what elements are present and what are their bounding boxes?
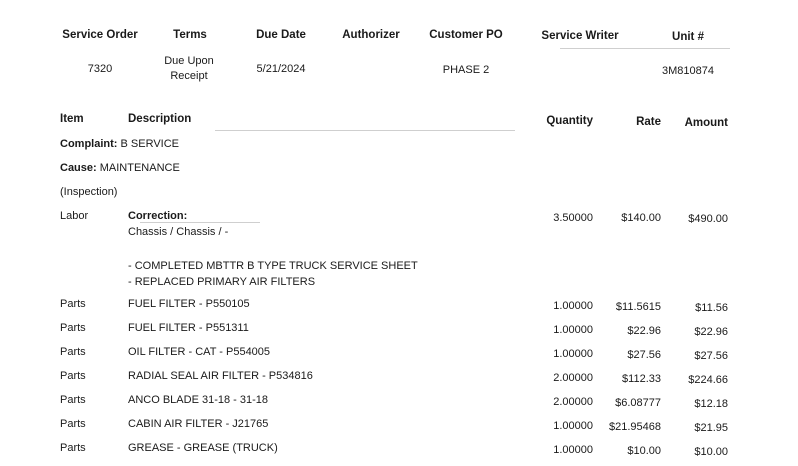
part-description: FUEL FILTER - P550105 [128, 298, 250, 310]
part-amount: $12.18 [694, 398, 728, 410]
part-item: Parts [60, 442, 86, 454]
part-description: RADIAL SEAL AIR FILTER - P534816 [128, 370, 313, 382]
part-quantity: 1.00000 [553, 300, 593, 312]
part-quantity: 1.00000 [553, 444, 593, 456]
column-header-quantity: Quantity [546, 115, 593, 127]
part-item: Parts [60, 346, 86, 358]
scan-artifact [560, 48, 730, 49]
part-amount: $22.96 [694, 326, 728, 338]
column-header-rate: Rate [636, 116, 661, 128]
part-item: Parts [60, 418, 86, 430]
cause-label: Cause: [60, 162, 97, 174]
inspection-label: (Inspection) [60, 186, 118, 198]
cause-value: MAINTENANCE [99, 162, 180, 174]
column-header-description: Description [128, 113, 192, 125]
labor-amount: $490.00 [688, 213, 728, 225]
part-rate: $6.08777 [615, 397, 661, 409]
labor-note: - REPLACED PRIMARY AIR FILTERS [128, 276, 316, 288]
column-header-service-order: Service Order [62, 29, 138, 41]
due-date-value: 5/21/2024 [256, 63, 306, 75]
part-amount: $224.66 [688, 374, 728, 386]
part-rate: $112.33 [622, 373, 661, 385]
column-header-due-date: Due Date [256, 29, 306, 41]
part-quantity: 2.00000 [553, 372, 593, 384]
part-quantity: 1.00000 [553, 348, 593, 360]
column-header-amount: Amount [684, 117, 728, 129]
column-header-service-writer: Service Writer [541, 30, 619, 42]
labor-note: - COMPLETED MBTTR B TYPE TRUCK SERVICE SHEET [128, 260, 418, 272]
cause-line [60, 162, 180, 175]
customer-po-value: PHASE 2 [442, 64, 490, 76]
part-quantity: 1.00000 [553, 324, 593, 336]
complaint-value: B SERVICE [120, 138, 180, 150]
terms-value-line2: Receipt [170, 70, 208, 82]
column-header-unit: Unit # [672, 31, 704, 43]
correction-label: Correction: [128, 210, 188, 222]
labor-rate: $140.00 [621, 212, 661, 224]
labor-quantity: 3.50000 [553, 212, 593, 224]
part-rate: $22.96 [627, 325, 661, 337]
part-amount: $21.95 [694, 422, 728, 434]
complaint-line [60, 138, 179, 151]
part-rate: $27.56 [627, 349, 661, 361]
scan-artifact [215, 130, 515, 131]
part-description: GREASE - GREASE (TRUCK) [128, 442, 278, 454]
part-item: Parts [60, 370, 86, 382]
part-item: Parts [60, 394, 86, 406]
part-description: OIL FILTER - CAT - P554005 [128, 346, 271, 358]
column-header-authorizer: Authorizer [342, 29, 400, 41]
labor-item: Labor [60, 210, 89, 222]
part-rate: $21.95468 [609, 421, 661, 433]
part-amount: $27.56 [694, 350, 728, 362]
part-description: FUEL FILTER - P551311 [128, 322, 249, 334]
part-amount: $11.56 [695, 302, 728, 314]
terms-value-line1: Due Upon [164, 55, 214, 67]
part-description: CABIN AIR FILTER - J21765 [128, 418, 269, 430]
part-description: ANCO BLADE 31-18 - 31-18 [128, 394, 269, 406]
part-rate: $10.00 [627, 445, 661, 457]
complaint-label: Complaint: [60, 138, 118, 150]
correction-path: Chassis / Chassis / - [128, 226, 229, 238]
service-order-value: 7320 [87, 63, 113, 75]
column-header-customer-po: Customer PO [429, 29, 503, 41]
part-quantity: 1.00000 [553, 420, 593, 432]
part-item: Parts [60, 298, 86, 310]
part-quantity: 2.00000 [553, 396, 593, 408]
part-rate: $11.5615 [615, 301, 661, 313]
part-amount: $10.00 [694, 446, 728, 458]
part-item: Parts [60, 322, 86, 334]
column-header-terms: Terms [173, 29, 207, 41]
column-header-item: Item [60, 113, 84, 125]
unit-value: 3M810874 [662, 65, 714, 77]
